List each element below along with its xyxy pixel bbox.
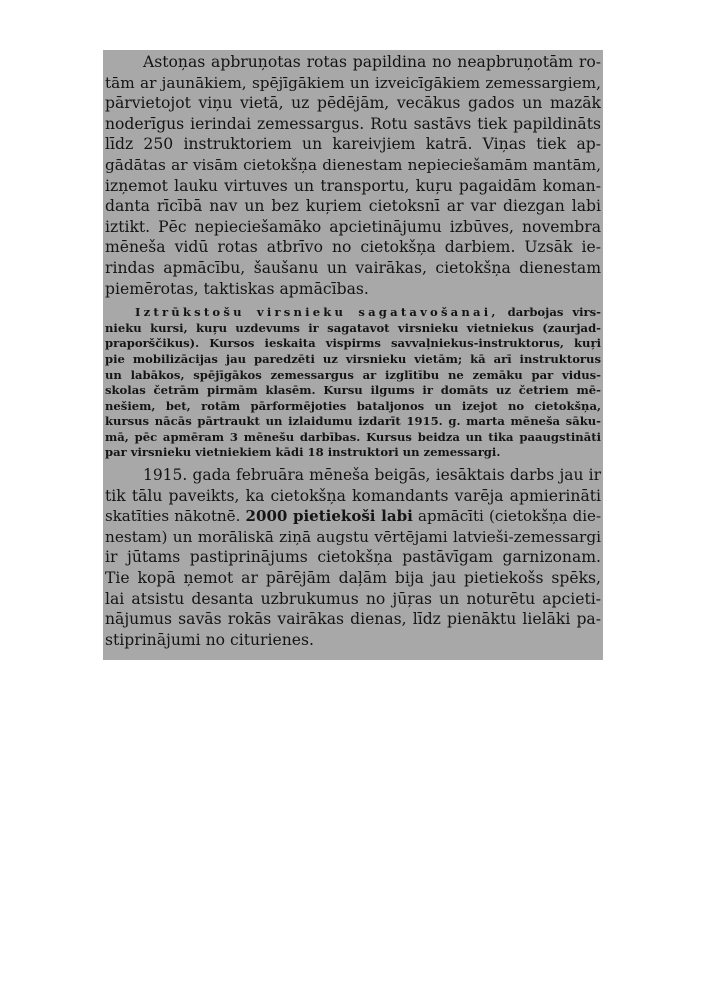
- paragraph-officer-courses: [105, 305, 601, 461]
- text-line: nieku kursi, kuŗu uzdevums ir sagatavot virsnieku vietniekus (zaurjad-: [105, 320, 601, 335]
- text-line: [105, 305, 601, 321]
- text-line: pie mobilizācijas jau paredzēti uz virsnieku vietām; kā arī instruktorus: [105, 351, 601, 366]
- text-line: pārvietojot viņu vietā, uz pēdējām, vecākus gados un mazāk: [105, 94, 601, 113]
- bold-emphasis: 2000 pietiekoši labi: [245, 507, 413, 526]
- text-line: skolas četrām pirmām klasēm. Kursu ilgums ir domāts uz četriem mē-: [105, 383, 601, 398]
- spaced-lead-text: Iztrūkstošu virsnieku sagatavošanai,: [135, 305, 499, 320]
- text-line: gādātas ar visām cietokšņa dienestam nepieciešamām mantām,: [105, 155, 601, 174]
- text-line: tik tālu paveikts, ka cietokšņa komandants varēja apmierināti: [105, 486, 601, 505]
- text-line: nājumus savās rokās vairākas dienas, līdz pienāktu lielāki pa-: [105, 610, 601, 629]
- paragraph-armed-companies: [105, 52, 601, 299]
- text-line: Tie kopā ņemot ar pārējām daļām bija jau pietiekošs spēks,: [105, 569, 601, 588]
- text-line: danta rīcībā nav un bez kuŗiem cietoksnī ar var diezgan labi: [105, 197, 601, 216]
- text-line: kursus nācās pārtraukt un izlaidumu izdarīt 1915. g. marta mēneša sāku-: [105, 414, 601, 429]
- text-line: nestam) un morāliskā ziņā augstu vērtējami latvieši-zemessargi: [105, 527, 601, 546]
- text-line: lai atsistu desanta uzbrukumus no jūŗas un noturētu apcieti-: [105, 589, 601, 608]
- text-line: rindas apmācību, šaušanu un vairākas, cietokšņa dienestam: [105, 258, 601, 277]
- scanned-page-excerpt: [103, 50, 603, 660]
- text-line: iztikt. Pēc nepieciešamāko apcietinājumu izbūves, novembra: [105, 217, 601, 236]
- text-line: mēneša vidū rotas atbrīvo no cietokšņa darbiem. Uzsāk ie-: [105, 238, 601, 257]
- text-line: tām ar jaunākiem, spējīgākiem un izveicīgākiem zemessargiem,: [105, 73, 601, 92]
- text-line: izņemot lauku virtuves un transportu, kuŗu pagaidām koman-: [105, 176, 601, 195]
- text-line: līdz 250 instruktoriem un kareivjiem katrā. Viņas tiek ap-: [105, 135, 601, 154]
- text-segment: skatīties nākotnē.: [105, 507, 241, 526]
- lead-rest-text: darbojas virs-: [507, 305, 601, 320]
- text-line: nešiem, bet, rotām pārformējoties bataljonos un izejot no cietokšņa,: [105, 398, 601, 413]
- text-line: noderīgus ierindai zemessargus. Rotu sastāvs tiek papildināts: [105, 114, 601, 133]
- text-segment: apmācīti (cietokšņa die-: [418, 507, 602, 526]
- text-line: Astoņas apbruņotas rotas papildina no neapbruņotām ro-: [143, 53, 601, 71]
- text-line: stiprinājumi no citurienes.: [105, 630, 314, 649]
- text-line: praporščikus). Kursos ieskaita vispirms savvaļniekus-instruktorus, kuŗi: [105, 336, 601, 351]
- text-line: 1915. gada februāra mēneša beigās, iesāktais darbs jau ir: [143, 466, 601, 485]
- text-line: ir jūtams pastiprinājums cietokšņa pastāvīgam garnizonam.: [105, 548, 601, 567]
- paragraph-february-1915: [105, 465, 601, 650]
- text-line: piemērotas, taktiskas apmācības.: [105, 279, 369, 298]
- text-line: [105, 506, 601, 527]
- text-line: mā, pēc apmēram 3 mēnešu darbības. Kursus beidza un tika paaugstināti: [105, 429, 601, 444]
- text-line: un labākos, spējīgākos zemessargus ar izglītību ne zemāku par vidus-: [105, 367, 601, 382]
- text-line: par virsnieku vietniekiem kādi 18 instruktori un zemessargi.: [105, 445, 501, 460]
